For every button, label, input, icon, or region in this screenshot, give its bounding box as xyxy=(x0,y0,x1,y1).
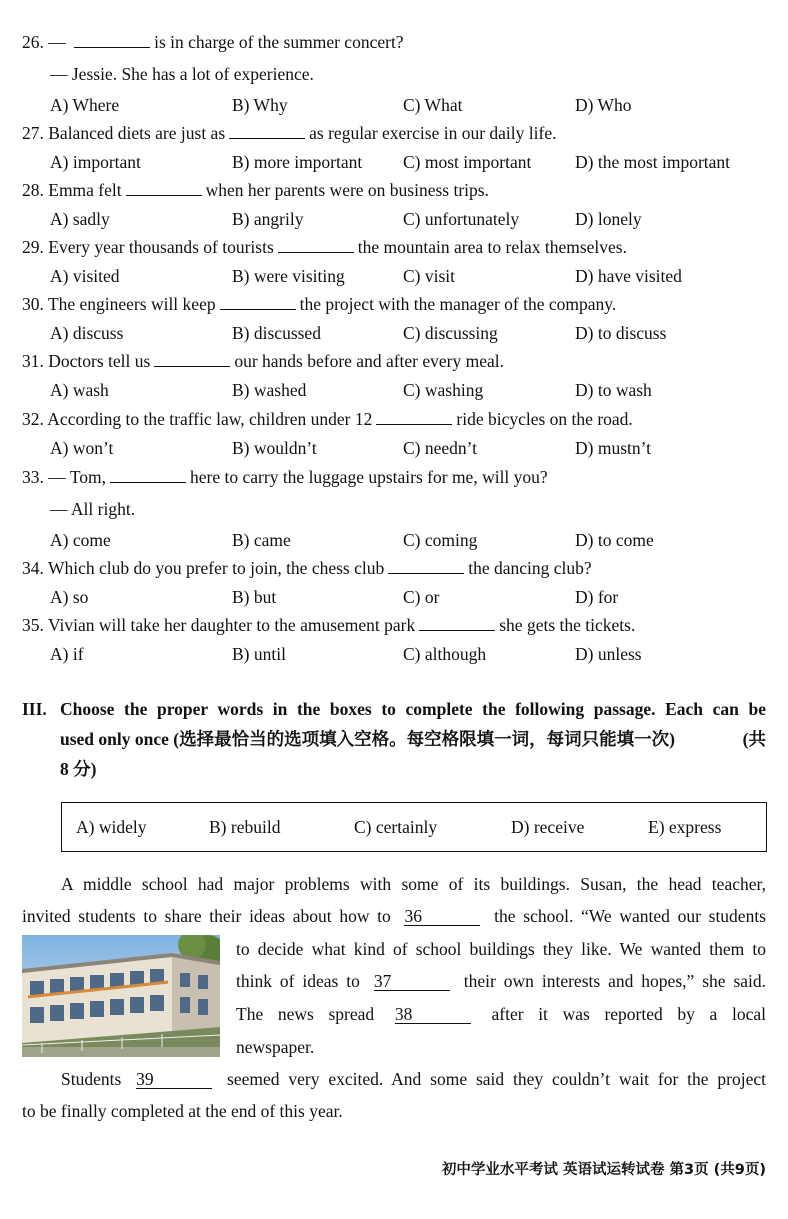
option-a[interactable]: A) if xyxy=(50,644,84,664)
option-b[interactable]: B) came xyxy=(232,530,291,550)
blank-39[interactable]: 39 xyxy=(136,1070,212,1089)
question-29: 29. Every year thousands of tourists the mountain area to relax themselves. xyxy=(22,237,627,257)
blank[interactable] xyxy=(419,616,495,631)
option-b[interactable]: B) more important xyxy=(232,152,363,172)
option-d[interactable]: D) to wash xyxy=(575,380,652,400)
blank-36[interactable]: 36 xyxy=(404,907,480,926)
option-d[interactable]: D) for xyxy=(575,587,619,607)
question-35: 35. Vivian will take her daughter to the amusement park she gets the tickets. xyxy=(22,615,636,635)
option-a[interactable]: A) won’t xyxy=(50,438,114,458)
school-building-image xyxy=(22,935,220,1057)
option-c[interactable]: C) unfortunately xyxy=(403,209,520,229)
option-d[interactable]: D) to come xyxy=(575,530,654,550)
question-33-reply: — All right. xyxy=(50,499,136,519)
page-footer: 初中学业水平考试 英语试运转试卷 第3页 (共9页) xyxy=(441,1162,766,1178)
option-c[interactable]: C) although xyxy=(403,644,487,664)
passage-line-2: invited students to share their ideas about how to 36 the school. “We wanted our students xyxy=(22,906,766,926)
passage-line-5: The news spread 38 after it was reported by a local xyxy=(236,1004,766,1024)
word-d[interactable]: D) receive xyxy=(511,817,585,837)
blank[interactable] xyxy=(388,559,464,574)
option-c[interactable]: C) visit xyxy=(403,266,456,286)
option-d[interactable]: D) unless xyxy=(575,644,642,664)
option-a[interactable]: A) visited xyxy=(50,266,120,286)
option-d[interactable]: D) the most important xyxy=(575,152,731,172)
option-d[interactable]: D) lonely xyxy=(575,209,642,229)
option-a[interactable]: A) come xyxy=(50,530,111,550)
option-c[interactable]: C) washing xyxy=(403,380,484,400)
option-b[interactable]: B) were visiting xyxy=(232,266,345,286)
word-b[interactable]: B) rebuild xyxy=(209,817,281,837)
option-a[interactable]: A) important xyxy=(50,152,141,172)
blank[interactable] xyxy=(154,352,230,367)
option-c[interactable]: C) most important xyxy=(403,152,532,172)
word-a[interactable]: A) widely xyxy=(76,817,147,837)
word-c[interactable]: C) certainly xyxy=(354,817,438,837)
passage-line-3: to decide what kind of school buildings they like. We wanted them to xyxy=(236,939,766,959)
option-b[interactable]: B) until xyxy=(232,644,286,664)
question-31: 31. Doctors tell us our hands before and after every meal. xyxy=(22,351,504,371)
blank[interactable] xyxy=(126,181,202,196)
question-26-reply: — Jessie. She has a lot of experience. xyxy=(50,64,314,84)
option-b[interactable]: B) wouldn’t xyxy=(232,438,317,458)
blank[interactable] xyxy=(110,468,186,483)
option-d[interactable]: D) have visited xyxy=(575,266,682,286)
blank[interactable] xyxy=(74,33,150,48)
question-33: 33. — Tom, here to carry the luggage upstairs for me, will you? xyxy=(22,467,548,487)
option-a[interactable]: A) Where xyxy=(50,95,120,115)
school-building-photo xyxy=(22,935,220,1057)
option-b[interactable]: B) washed xyxy=(232,380,307,400)
passage-line-7: Students 39 seemed very excited. And some said they couldn’t wait for the project xyxy=(61,1069,767,1089)
option-c[interactable]: C) discussing xyxy=(403,323,498,343)
blank[interactable] xyxy=(220,295,296,310)
word-e[interactable]: E) express xyxy=(648,817,722,837)
option-c[interactable]: C) What xyxy=(403,95,463,115)
question-34: 34. Which club do you prefer to join, the chess club the dancing club? xyxy=(22,558,592,578)
passage-line-4: think of ideas to 37 their own interests and hopes,” she said. xyxy=(236,971,767,991)
question-26: 26. — is in charge of the summer concert? xyxy=(22,32,404,52)
question-28: 28. Emma felt when her parents were on business trips. xyxy=(22,180,489,200)
blank-37[interactable]: 37 xyxy=(374,972,450,991)
passage-line-6: newspaper. xyxy=(236,1037,315,1057)
option-c[interactable]: C) needn’t xyxy=(403,438,478,458)
option-c[interactable]: C) or xyxy=(403,587,440,607)
option-a[interactable]: A) wash xyxy=(50,380,109,400)
option-b[interactable]: B) angrily xyxy=(232,209,304,229)
section-3-line1: III. Choose the proper words in the boxes to complete the following passage. Each can be xyxy=(22,694,766,724)
question-30: 30. The engineers will keep the project with the manager of the company. xyxy=(22,294,617,314)
option-a[interactable]: A) discuss xyxy=(50,323,124,343)
section-number: III. xyxy=(22,699,47,719)
blank[interactable] xyxy=(278,238,354,253)
option-a[interactable]: A) sadly xyxy=(50,209,110,229)
option-b[interactable]: B) Why xyxy=(232,95,288,115)
passage-line-1: A middle school had major problems with some of its buildings. Susan, the head teacher, xyxy=(61,874,766,894)
option-c[interactable]: C) coming xyxy=(403,530,478,550)
word-box xyxy=(61,802,767,852)
passage-line-8: to be finally completed at the end of this year. xyxy=(22,1101,343,1121)
option-d[interactable]: D) to discuss xyxy=(575,323,667,343)
option-d[interactable]: D) Who xyxy=(575,95,632,115)
option-b[interactable]: B) but xyxy=(232,587,277,607)
section-3-heading xyxy=(22,694,766,784)
option-b[interactable]: B) discussed xyxy=(232,323,321,343)
option-d[interactable]: D) mustn’t xyxy=(575,438,651,458)
option-a[interactable]: A) so xyxy=(50,587,89,607)
blank[interactable] xyxy=(376,410,452,425)
question-27: 27. Balanced diets are just as as regular exercise in our daily life. xyxy=(22,123,557,143)
blank-38[interactable]: 38 xyxy=(395,1005,471,1024)
section-3-line2: used only once (选择最恰当的选项填入空格。每空格限填一词，每词只能填一次) (共 xyxy=(60,729,766,749)
question-32: 32. According to the traffic law, children under 12 ride bicycles on the road. xyxy=(22,409,633,429)
blank[interactable] xyxy=(229,124,305,139)
section-3-line3: 8 分) xyxy=(60,759,97,779)
